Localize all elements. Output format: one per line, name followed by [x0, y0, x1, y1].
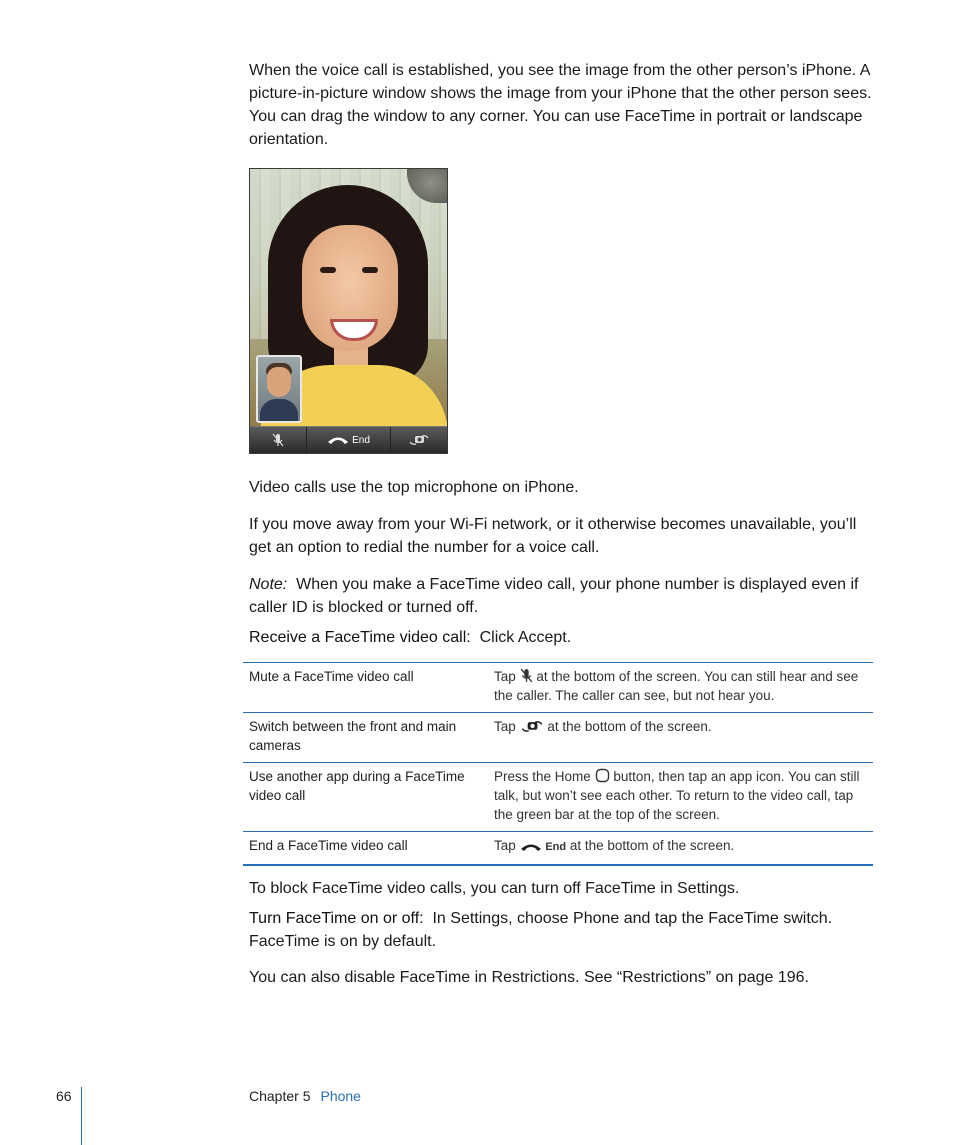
- facetime-screenshot: [249, 168, 448, 454]
- microphone-paragraph: Video calls use the top microphone on iPhone.: [249, 479, 579, 496]
- instruction-pre: Tap: [494, 719, 516, 734]
- turn-text: In Settings, choose Phone and tap the FaceTime switch. FaceTime is on by default.: [249, 910, 833, 950]
- note-paragraph: [249, 573, 874, 619]
- intro-paragraph: When the voice call is established, you see the image from the other person’s iPhone. A picture-in-picture window shows the image from your iPhone that the other person sees. You can drag the window to any corner. You can use FaceTime in portrait or landscape orientation.: [249, 62, 872, 148]
- page-number: 66: [56, 1088, 72, 1104]
- instruction-cell: [494, 663, 873, 712]
- instruction-pre: Press the Home: [494, 769, 591, 784]
- camera-switch-icon: [520, 720, 544, 733]
- section-link[interactable]: Phone: [320, 1088, 361, 1104]
- table-row: [243, 663, 873, 713]
- instruction-cell: [494, 763, 873, 831]
- receive-paragraph: [249, 626, 874, 649]
- block-paragraph: To block FaceTime video calls, you can turn off FaceTime in Settings.: [249, 880, 740, 897]
- task-cell: Mute a FaceTime video call: [249, 669, 414, 684]
- caller-eye-left: [320, 267, 336, 273]
- end-call-icon: [327, 435, 349, 445]
- note-text: When you make a FaceTime video call, your phone number is displayed even if caller ID is blocked or turned off.: [249, 576, 859, 616]
- instruction-post: at the bottom of the screen.: [569, 838, 735, 853]
- instruction-post: button, then tap an app icon. You can still talk, but won’t see each other. To return to the video call, tap the green bar at the top of the screen.: [494, 769, 860, 822]
- task-cell: End a FaceTime video call: [249, 838, 408, 853]
- instruction-cell: [494, 832, 873, 864]
- task-cell: Use another app during a FaceTime video call: [249, 769, 465, 803]
- instruction-pre: Tap: [494, 838, 516, 853]
- receive-text: Click Accept.: [479, 629, 572, 646]
- pip-body: [260, 399, 298, 423]
- table-row: [243, 713, 873, 763]
- pip-face: [267, 367, 291, 397]
- receive-label: Receive a FaceTime video call:: [249, 629, 471, 646]
- task-cell: Switch between the front and main cameras: [249, 719, 457, 753]
- mute-icon: [272, 433, 284, 447]
- home-button-icon: [595, 768, 610, 783]
- restrictions-paragraph: You can also disable FaceTime in Restrictions. See “Restrictions” on page 196.: [249, 969, 809, 986]
- chapter-footer: [249, 1088, 361, 1104]
- end-label: End: [545, 841, 567, 853]
- instruction-post: at the bottom of the screen.: [547, 719, 712, 734]
- picture-in-picture-window[interactable]: [256, 355, 302, 423]
- turn-paragraph: [249, 907, 874, 953]
- chapter-label: Chapter 5: [249, 1088, 311, 1104]
- mute-icon: [520, 668, 533, 683]
- turn-label: Turn FaceTime on or off:: [249, 910, 424, 927]
- wifi-paragraph: If you move away from your Wi-Fi network, or it otherwise becomes unavailable, you’ll get an option to redial the number for a voice call.: [249, 516, 857, 556]
- task-table: [243, 662, 873, 866]
- instruction-post: at the bottom of the screen. You can still hear and see the caller. The caller can see, but not hear you.: [494, 669, 859, 703]
- table-row: [243, 832, 873, 864]
- switch-camera-button[interactable]: [391, 427, 447, 453]
- instruction-pre: Tap: [494, 669, 516, 684]
- instruction-cell: [494, 713, 873, 762]
- caller-eye-right: [362, 267, 378, 273]
- call-controls-bar: [250, 426, 447, 453]
- footer-rule: [81, 1087, 82, 1145]
- table-row: [243, 763, 873, 832]
- camera-switch-icon: [408, 434, 430, 446]
- note-label: Note:: [249, 576, 288, 593]
- end-call-button[interactable]: [307, 427, 392, 453]
- mute-button[interactable]: [250, 427, 307, 453]
- end-call-icon: [520, 842, 542, 852]
- end-label: End: [352, 434, 370, 446]
